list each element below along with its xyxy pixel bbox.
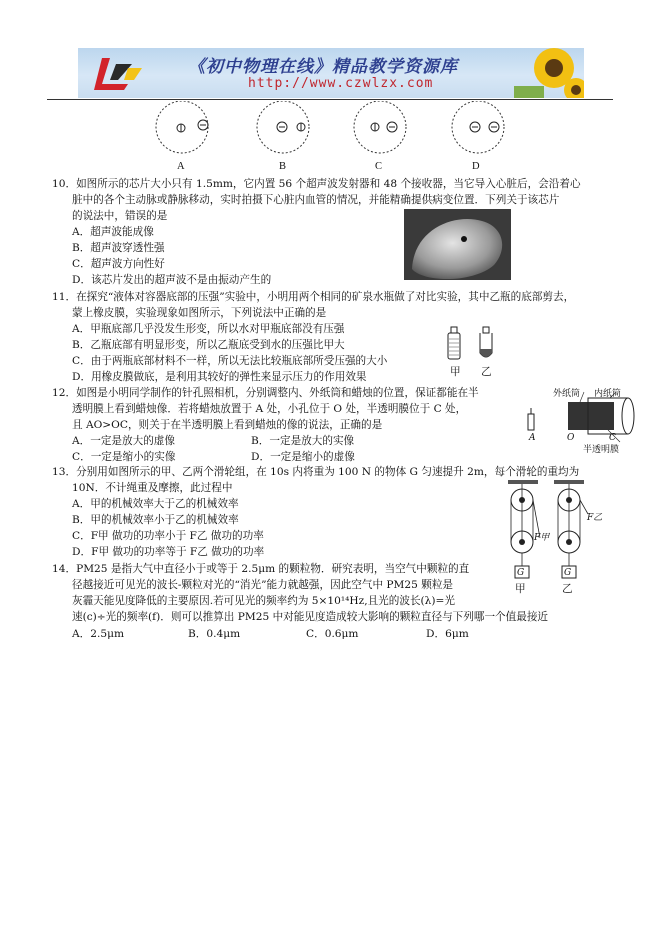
q14-line-1: 14．PM25 是指大气中直径小于或等于 2.5μm 的颗粒物．研究表明，当空气中颗粒的直 bbox=[52, 563, 470, 575]
q14-option-b: B．0.4μm bbox=[188, 628, 241, 640]
q12-label-membrane: 半透明膜 bbox=[583, 445, 620, 455]
q10-option-a: A．超声波能成像 bbox=[72, 226, 154, 238]
q12-option-d: D．一定是缩小的虚像 bbox=[251, 451, 355, 463]
q10-line-3: 的说法中，错误的是 bbox=[72, 210, 168, 222]
q13-label-g-yi: G bbox=[564, 568, 572, 578]
q13-option-d: D．F甲 做功的功率等于 F乙 做功的功率 bbox=[72, 546, 265, 558]
q14-line-4: 速(c)÷光的频率(f)．则可以推算出 PM25 中对能见度造成较大影响的颗粒直径与下列哪一个值最接近 bbox=[72, 611, 549, 623]
q14-line-3: 灰霾天能见度降低的主要原因.若可见光的频率约为 5×10¹⁴Hz,且光的波长(λ)=光 bbox=[72, 595, 455, 607]
q12-label-c: C bbox=[609, 433, 616, 443]
banner-url: http://www.czwlzx.com bbox=[248, 76, 434, 91]
header-rule bbox=[47, 99, 613, 100]
option-b-figure bbox=[253, 101, 317, 157]
option-d-figure bbox=[448, 101, 512, 157]
q12-option-c: C．一定是缩小的实像 bbox=[72, 451, 176, 463]
q13-line-1: 13．分别用如图所示的甲、乙两个滑轮组，在 10s 内将重为 100 N 的物体 G 匀速提升 2m，每个滑轮的重均为 bbox=[52, 466, 580, 478]
q11-line-2: 蒙上橡皮膜，实验现象如图所示，下列说法中正确的是 bbox=[72, 307, 327, 319]
circle-label-c: C bbox=[375, 161, 383, 172]
q12-label-a: A bbox=[529, 433, 536, 443]
q12-line-1: 12．如图是小明同学制作的针孔照相机，分别调整内、外纸筒和蜡烛的位置，保证都能在半 bbox=[52, 387, 479, 399]
q12-option-b: B．一定是放大的实像 bbox=[251, 435, 355, 447]
q12-line-3: 且 AO>OC，则关于在半透明膜上看到蜡烛的像的说法，正确的是 bbox=[72, 419, 383, 431]
header-banner bbox=[78, 48, 584, 98]
q11-label-yi: 乙 bbox=[481, 366, 492, 378]
q11-line-1: 11．在探究“液体对容器底部的压强”实验中，小明用两个相同的矿泉水瓶做了对比实验，其中乙瓶的底部剪去， bbox=[52, 291, 575, 303]
q12-label-o: O bbox=[567, 433, 575, 443]
q13-label-jia: 甲 bbox=[515, 583, 526, 595]
q14-line-2: 径越接近可见光的波长-颗粒对光的“消光”能力就越强，因此空气中 PM25 颗粒是 bbox=[72, 579, 454, 591]
option-c-figure bbox=[350, 101, 414, 157]
q13-label-f-yi: F乙 bbox=[587, 513, 603, 523]
q13-label-g-jia: G bbox=[517, 568, 525, 578]
chip-photo bbox=[404, 209, 511, 280]
pulley-figure bbox=[500, 480, 605, 582]
q10-option-b: B．超声波穿透性强 bbox=[72, 242, 165, 254]
q11-option-a: A．甲瓶底部几乎没发生形变，所以水对甲瓶底部没有压强 bbox=[72, 323, 345, 335]
q13-label-yi: 乙 bbox=[562, 583, 573, 595]
q12-line-2: 透明膜上看到蜡烛像．若将蜡烛放置于 A 处，小孔位于 O 处，半透明膜位于 C 处， bbox=[72, 403, 467, 415]
q13-option-b: B．甲的机械效率小于乙的机械效率 bbox=[72, 514, 239, 526]
circle-label-b: B bbox=[279, 161, 287, 172]
sunflower-icon bbox=[514, 48, 584, 98]
q11-label-jia: 甲 bbox=[450, 366, 461, 378]
q13-label-f-jia: F甲 bbox=[534, 533, 550, 543]
q10-option-c: C．超声波方向性好 bbox=[72, 258, 165, 270]
q10-option-d: D．该芯片发出的超声波不是由振动产生的 bbox=[72, 274, 272, 286]
q11-option-b: B．乙瓶底部有明显形变，所以乙瓶底受到水的压强比甲大 bbox=[72, 339, 345, 351]
banner-title: 《初中物理在线》精品教学资源库 bbox=[188, 57, 458, 77]
bottles-figure bbox=[444, 325, 504, 361]
q14-option-c: C．0.6μm bbox=[306, 628, 359, 640]
circle-label-d: D bbox=[472, 161, 480, 172]
q10-line-1: 10．如图所示的芯片大小只有 1.5mm，它内置 56 个超声波发射器和 48 个接收器，当它导入心脏后，会沿着心 bbox=[52, 178, 581, 190]
q13-option-c: C．F甲 做功的功率小于 F乙 做功的功率 bbox=[72, 530, 264, 542]
q14-option-a: A．2.5μm bbox=[72, 628, 125, 640]
q12-option-a: A．一定是放大的虚像 bbox=[72, 435, 175, 447]
q11-option-c: C．由于两瓶底部材料不一样，所以无法比较瓶底部所受压强的大小 bbox=[72, 355, 388, 367]
q12-label-outer: 外纸筒 bbox=[553, 389, 581, 399]
option-a-figure bbox=[152, 101, 216, 157]
q13-option-a: A．甲的机械效率大于乙的机械效率 bbox=[72, 498, 239, 510]
q11-option-d: D．用橡皮膜做底，是利用其较好的弹性来显示压力的作用效果 bbox=[72, 371, 367, 383]
q10-line-2: 脏中的各个主动脉或静脉移动，实时拍摄下心脏内血管的情况，并能精确提供病变位置．下列关于该芯片 bbox=[72, 194, 560, 206]
logo-icon bbox=[88, 54, 144, 94]
circle-label-a: A bbox=[177, 161, 185, 172]
q13-line-2: 10N．不计绳重及摩擦，此过程中 bbox=[72, 482, 233, 494]
q12-label-inner: 内纸筒 bbox=[594, 389, 622, 399]
q14-option-d: D．6μm bbox=[426, 628, 469, 640]
